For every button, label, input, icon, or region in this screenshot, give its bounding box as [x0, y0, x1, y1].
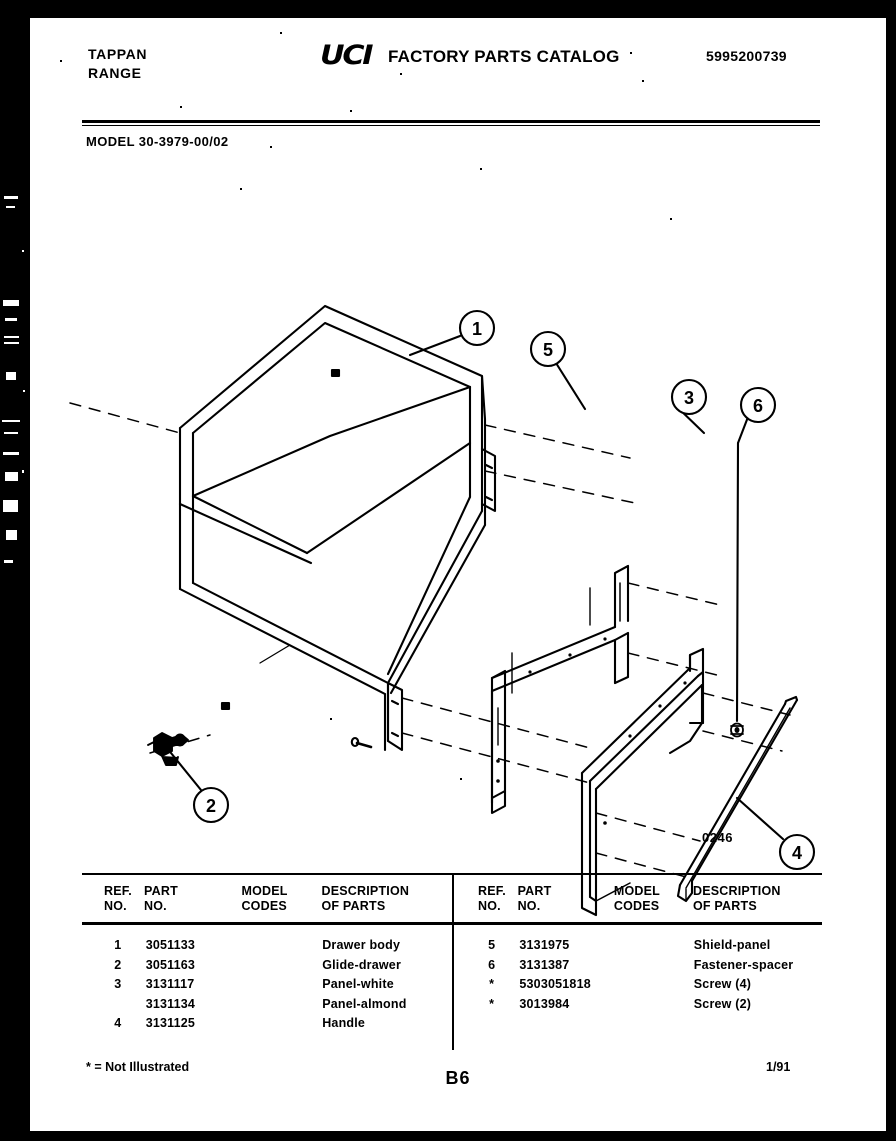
table-header-band [82, 875, 822, 922]
cell-part-no: 5303051818 [519, 977, 591, 991]
footnote-not-illustrated: * = Not Illustrated [86, 1060, 190, 1074]
cell-part-no: 3131125 [145, 1016, 196, 1030]
table-center-divider [452, 925, 454, 1050]
header-ref-no: REF. NO. [104, 884, 132, 913]
page-sheet [30, 18, 886, 1131]
cell-description: Drawer body [322, 938, 401, 952]
scan-artifact [4, 336, 19, 338]
header-description: DESCRIPTION OF PARTS [693, 884, 781, 913]
cell-model-codes [615, 936, 694, 956]
callout-label-2: 2 [205, 796, 217, 816]
header-part-no: PART NO. [517, 884, 552, 913]
table-row [478, 936, 822, 956]
callout-label-3: 3 [683, 388, 695, 408]
cell-model-codes [615, 975, 694, 995]
cell-ref-no: * [489, 977, 495, 991]
document-id: 5995200739 [706, 48, 787, 64]
table-row [478, 956, 822, 976]
scan-dust [480, 168, 482, 170]
scan-dust [642, 80, 644, 82]
header-divider-thin [82, 125, 820, 126]
scan-artifact [3, 500, 18, 512]
table-row [478, 975, 822, 995]
cell-ref-no: 4 [114, 1016, 122, 1030]
callout-label-6: 6 [752, 396, 764, 416]
cell-part-no: 3131117 [145, 977, 195, 991]
table-center-divider [452, 875, 454, 922]
model-label: MODEL 30-3979-00/02 [86, 134, 229, 149]
brand-line-1: TAPPAN [88, 46, 148, 62]
table-data-band [82, 925, 822, 1050]
cell-part-no: 3051163 [145, 957, 196, 972]
scan-artifact [22, 470, 24, 473]
shield-panel-shape [492, 566, 628, 813]
cell-model-codes [615, 956, 694, 976]
uci-logo: UCI [320, 40, 372, 71]
cell-description: Panel-white [322, 977, 394, 991]
cell-ref-no: * [489, 996, 495, 1011]
cell-ref-no [104, 995, 146, 1015]
drawer-body-shape [180, 306, 495, 750]
table-row [104, 995, 452, 1015]
table-rows-left [82, 925, 452, 1050]
cell-part-no: 3131387 [519, 957, 570, 972]
table-header-row [104, 875, 452, 922]
table-column-left-header [82, 875, 452, 922]
cell-description: Panel-almond [322, 996, 407, 1011]
assembly-guide-lines [70, 403, 790, 878]
glide-drawer-shape [148, 733, 188, 765]
scan-artifact [5, 318, 17, 321]
cell-ref-no: 6 [488, 957, 496, 972]
header-model-codes: MODEL CODES [241, 884, 288, 913]
scan-dust [60, 60, 62, 62]
scan-artifact [4, 196, 18, 199]
scan-artifact [22, 250, 24, 252]
cell-model-codes [243, 956, 323, 976]
scan-artifact [2, 420, 20, 422]
cell-model-codes [243, 975, 323, 995]
revision-date: 1/91 [766, 1060, 791, 1074]
scan-dust [630, 52, 632, 54]
header-ref-no: REF. NO. [478, 884, 506, 913]
table-row [104, 1014, 452, 1034]
scan-artifact [5, 472, 18, 481]
scan-dust [280, 32, 282, 34]
cell-model-codes [243, 1014, 323, 1034]
scan-artifact [6, 206, 15, 208]
scan-dust [270, 146, 272, 148]
cell-description: Handle [322, 1016, 366, 1030]
table-header-row [478, 875, 822, 922]
scan-dust [350, 110, 352, 112]
callout-label-5: 5 [542, 340, 554, 360]
header-part-no: PART NO. [144, 884, 178, 913]
table-rows-right [452, 925, 822, 1050]
cell-model-codes [243, 995, 323, 1015]
table-row [104, 936, 452, 956]
scan-dust [400, 73, 402, 75]
scan-artifact [4, 560, 13, 563]
header-description: DESCRIPTION OF PARTS [321, 884, 410, 913]
scan-artifact [4, 342, 19, 344]
table-row [104, 975, 452, 995]
cell-part-no: 3013984 [519, 996, 570, 1011]
brand-name [88, 45, 147, 83]
scan-artifact [3, 452, 19, 455]
scan-dust [180, 106, 182, 108]
cell-part-no: 3051133 [145, 938, 196, 952]
brand-line-2: RANGE [88, 65, 142, 81]
table-column-right-header [452, 875, 822, 922]
callout-label-4: 4 [791, 843, 803, 863]
table-row [478, 995, 822, 1015]
cell-description: Screw (2) [693, 996, 752, 1011]
cell-description: Shield-panel [693, 938, 771, 952]
cell-part-no: 3131134 [145, 996, 196, 1011]
catalog-title: FACTORY PARTS CATALOG [388, 47, 620, 66]
cell-model-codes [243, 936, 323, 956]
scan-artifact [23, 390, 25, 392]
cell-ref-no: 5 [488, 938, 496, 952]
scan-dust [670, 218, 672, 220]
scan-dust [460, 778, 462, 780]
scan-artifact [4, 432, 18, 434]
scan-artifact [3, 300, 19, 306]
fastener-spacer-shape [731, 724, 743, 737]
table-row [104, 956, 452, 976]
drawing-code: 0246 [702, 830, 733, 845]
cell-description: Fastener-spacer [693, 957, 794, 972]
cell-model-codes [615, 995, 694, 1015]
cell-ref-no: 2 [114, 957, 122, 972]
cell-ref-no: 1 [114, 938, 122, 952]
header-divider-thick [82, 120, 820, 123]
header-model-codes: MODEL CODES [613, 884, 661, 913]
page-number: B6 [445, 1068, 471, 1088]
callout-label-1: 1 [471, 319, 483, 339]
scan-dust [240, 188, 242, 190]
cell-ref-no: 3 [114, 977, 122, 991]
scan-artifact [6, 530, 17, 540]
scan-artifact [6, 372, 16, 380]
cell-part-no: 3131975 [519, 938, 570, 952]
cell-description: Screw (4) [693, 977, 752, 991]
cell-description: Glide-drawer [322, 957, 402, 972]
parts-table [82, 873, 822, 1050]
